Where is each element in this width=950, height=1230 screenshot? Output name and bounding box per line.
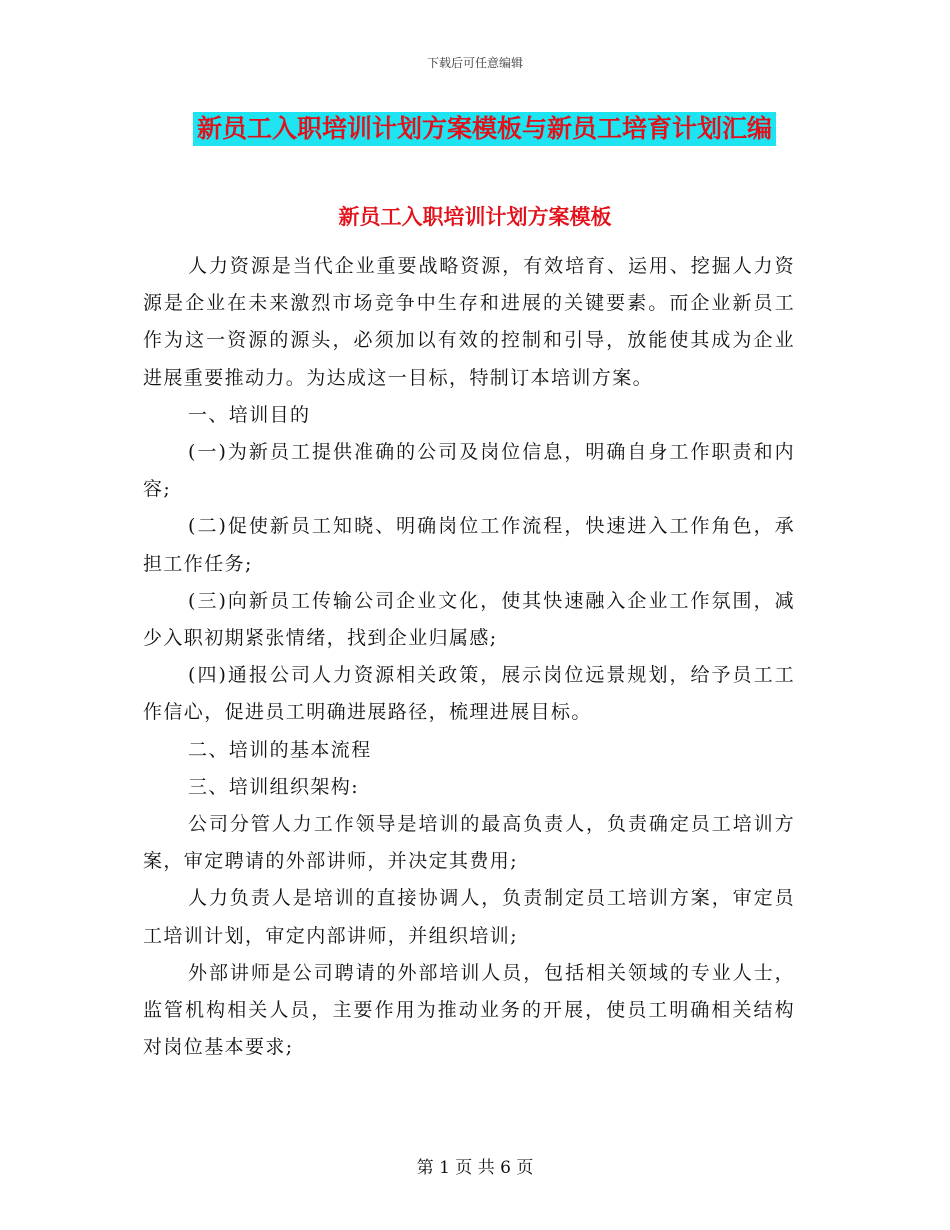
heading-training-purpose: 一、培训目的 (188, 403, 311, 426)
page-header-note: 下载后可任意编辑 (426, 56, 523, 70)
org-paragraph-leader: 公司分管人力工作领导是培训的最高负责人，负责确定员工培训方案，审定聘请的外部讲师，并决定其费用; (143, 813, 795, 873)
intro-paragraph: 人力资源是当代企业重要战略资源，有效培育、运用、挖掘人力资源是企业在未来激烈市场竞争中生存和进展的关键要素。而企业新员工作为这一资源的源头，必须加以有效的控制和引导，放能使其成为企业进展重要推动力。为达成这一目标，特制订本培训方案。 (143, 255, 795, 389)
heading-training-process: 二、培训的基本流程 (188, 738, 372, 761)
document-main-title: 新员工入职培训计划方案模板与新员工培育计划汇编 (193, 112, 776, 146)
purpose-item-2: (二)促使新员工知晓、明确岗位工作流程，快速进入工作角色，承担工作任务; (143, 515, 795, 575)
org-paragraph-external: 外部讲师是公司聘请的外部培训人员，包括相关领域的专业人士，监管机构相关人员，主要作用为推动业务的开展，使员工明确相关结构对岗位基本要求; (143, 961, 795, 1059)
heading-training-organization: 三、培训组织架构: (188, 775, 360, 798)
section-title: 新员工入职培训计划方案模板 (338, 205, 612, 229)
purpose-item-1: (一)为新员工提供准确的公司及岗位信息，明确自身工作职责和内容; (143, 441, 795, 501)
document-body (143, 248, 795, 1066)
purpose-item-4: (四)通报公司人力资源相关政策，展示岗位远景规划，给予员工工作信心，促进员工明确进展路径，梳理进展目标。 (143, 664, 795, 724)
purpose-item-3: (三)向新员工传输公司企业文化，使其快速融入企业工作氛围，减少入职初期紧张情绪，找到企业归属感; (143, 589, 795, 650)
page-number-footer: 第 1 页 共 6 页 (416, 1158, 534, 1178)
org-paragraph-hr: 人力负责人是培训的直接协调人，负责制定员工培训方案，审定员工培训计划，审定内部讲师，并组织培训; (143, 887, 795, 947)
